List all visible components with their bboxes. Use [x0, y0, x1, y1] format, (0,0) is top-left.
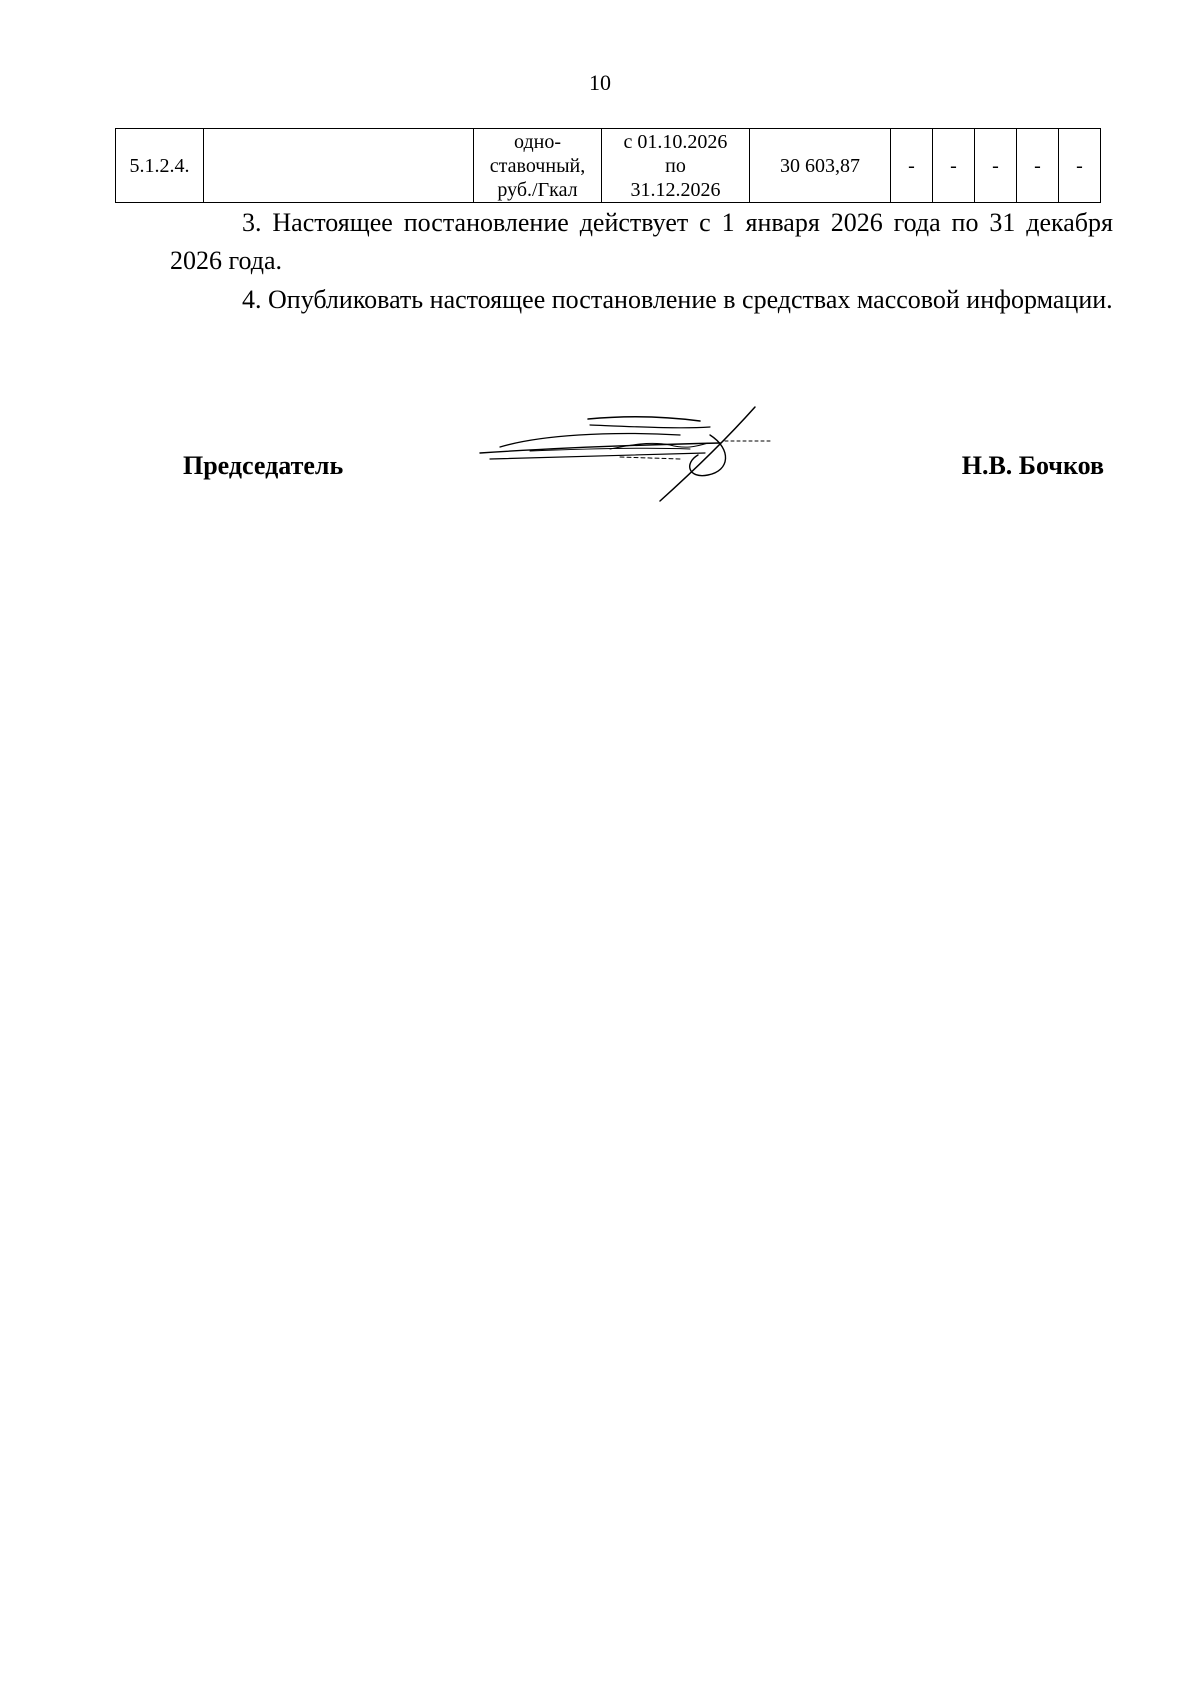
cell-dash: - — [891, 129, 933, 203]
table-row — [116, 129, 1101, 203]
cell-dash: - — [975, 129, 1017, 203]
cell-period: с 01.10.2026 по 31.12.2026 — [602, 129, 750, 203]
signatory-title: Председатель — [183, 451, 344, 480]
signature-image — [470, 405, 780, 505]
tariff-table — [115, 128, 1101, 203]
cell-dash: - — [1017, 129, 1059, 203]
signatory-name: Н.В. Бочков — [961, 451, 1104, 480]
cell-rate-type: одно- ставочный, руб./Гкал — [474, 129, 602, 203]
cell-code: 5.1.2.4. — [116, 129, 204, 203]
cell-value: 30 603,87 — [750, 129, 891, 203]
cell-dash: - — [1059, 129, 1101, 203]
cell-name — [204, 129, 474, 203]
paragraph-4: 4. Опубликовать настоящее постановление в средствах массовой информации. — [242, 285, 1113, 314]
page-number: 10 — [589, 70, 611, 95]
paragraph-3: 3. Настоящее постановление действует с 1 января 2026 года по 31 декабря 2026 года. — [170, 208, 1113, 275]
cell-dash: - — [933, 129, 975, 203]
